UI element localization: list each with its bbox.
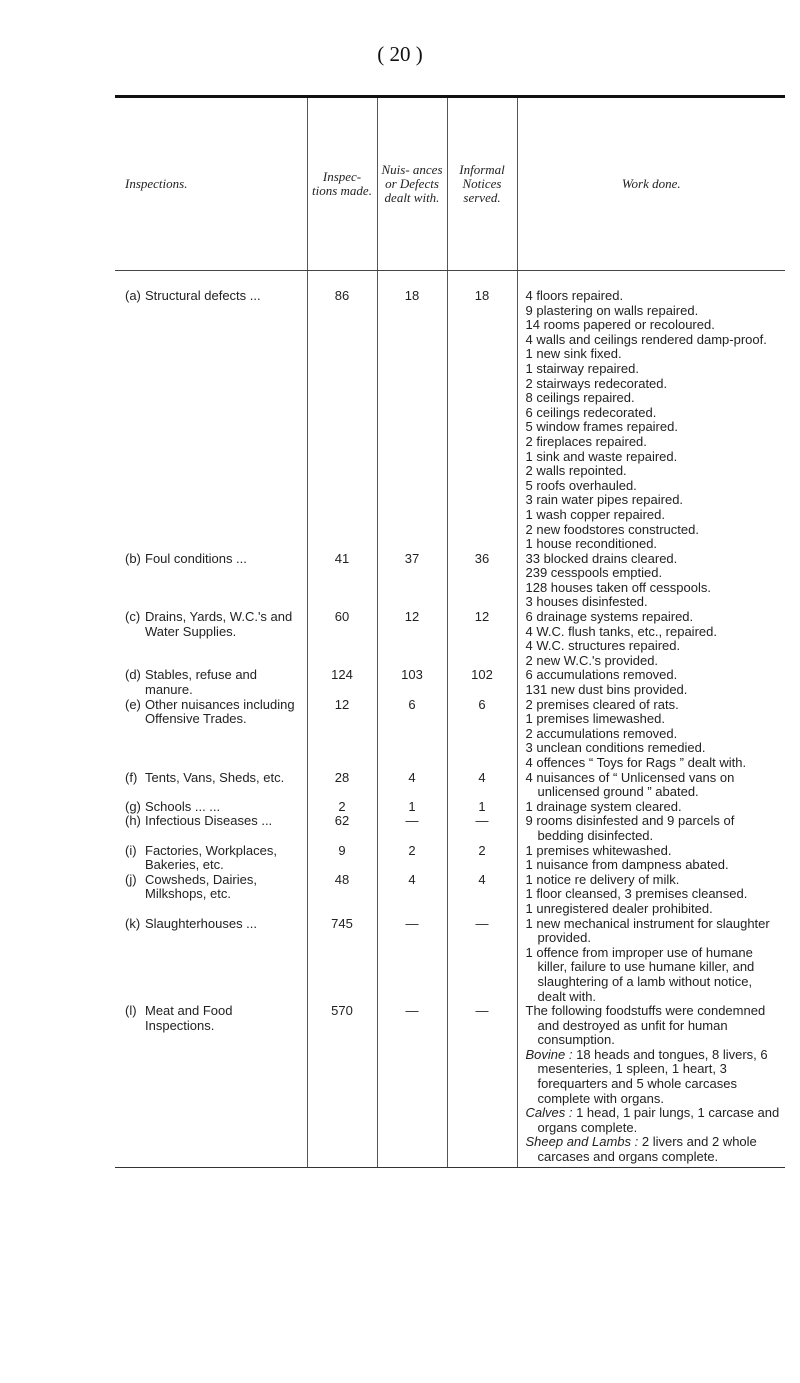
notices-cell: 6 [447,698,517,771]
category-name: Slaughterhouses ... [145,915,258,931]
category-letter: (l) [125,1003,137,1019]
work-done-cell [517,668,785,697]
inspections-made-cell: 41 [307,552,377,610]
work-done-cell [517,552,785,610]
work-item: 1 drainage system cleared. [525,798,682,814]
nuisances-cell: 103 [377,668,447,697]
work-item: 1 offence from improper use of humane killer, failure to use humane killer, and slaughtering of a lamb without notice, dealt with. [525,944,755,1004]
category-name: Factories, Workplaces, Bakeries, etc. [145,842,277,873]
inspections-made-cell: 60 [307,610,377,668]
inspections-made-cell: 86 [307,271,377,552]
work-item: 2 stairways redecorated. [525,375,668,391]
category-cell [115,771,307,800]
work-item-text: 18 heads and tongues, 8 livers, 6 mesenteries, 1 spleen, 1 heart, 3 forequarters and 5 whole carcases complete with organs. [537,1046,768,1106]
table-row [115,271,785,552]
category-cell [115,917,307,1005]
category-name: Meat and Food Inspections. [145,1003,233,1033]
notices-cell: 18 [447,271,517,552]
inspections-made-cell: 745 [307,917,377,1005]
category-letter: (k) [125,915,141,931]
table-row [115,844,785,873]
work-item: 2 premises cleared of rats. [525,696,679,712]
category-cell [115,668,307,697]
work-item: 14 rooms papered or recoloured. [525,317,715,333]
category-cell [115,552,307,610]
category-letter: (e) [125,696,141,712]
category-letter: (g) [125,798,141,814]
work-done-cell [517,800,785,815]
nuisances-cell: 12 [377,610,447,668]
table-row [115,917,785,1005]
work-item-label: Bovine : [525,1046,573,1062]
work-item [526,1048,782,1106]
header-informal-notices: Informal Notices served. [447,97,517,271]
category-name: Schools ... ... [145,798,221,814]
work-item: 128 houses taken off cesspools. [525,579,711,595]
work-item: 6 ceilings redecorated. [525,404,657,420]
work-item: 8 ceilings repaired. [525,390,635,406]
category-letter: (i) [125,842,137,858]
inspections-made-cell: 48 [307,873,377,917]
category-letter: (f) [125,769,138,785]
work-item: 1 new mechanical instrument for slaughter provided. [525,915,770,946]
notices-cell: 4 [447,771,517,800]
inspections-made-cell: 9 [307,844,377,873]
work-done-cell [517,610,785,668]
category-letter: (a) [125,288,141,303]
work-item: 4 W.C. structures repaired. [525,638,681,654]
nuisances-cell: — [377,1004,447,1167]
work-item-text: 1 head, 1 pair lungs, 1 carcase and organs complete. [537,1105,780,1135]
nuisances-cell: 2 [377,844,447,873]
work-item: 6 accumulations removed. [525,667,678,683]
category-name: Cowsheds, Dairies, Milkshops, etc. [145,871,257,902]
work-done-cell [517,814,785,843]
nuisances-cell: 4 [377,873,447,917]
category-cell [115,698,307,771]
header-nuisances: Nuis- ances or Defects dealt with. [377,97,447,271]
table-header-row [115,97,785,271]
work-item: 1 unregistered dealer prohibited. [525,900,713,916]
category-cell [115,814,307,843]
work-item: 4 offences “ Toys for Rags ” dealt with. [525,755,747,770]
category-name: Structural defects ... [145,288,261,303]
category-cell [115,844,307,873]
work-item: 2 new W.C.'s provided. [525,652,659,668]
nuisances-cell: — [377,814,447,843]
category-name: Foul conditions ... [145,550,247,566]
work-item: 1 house reconditioned. [525,536,658,552]
category-cell [115,800,307,815]
work-item: 239 cesspools emptied. [525,565,663,581]
inspections-made-cell: 28 [307,771,377,800]
work-item: 4 floors repaired. [525,288,624,303]
category-cell [115,873,307,917]
work-item: 9 rooms disinfested and 9 parcels of bedding disinfected. [525,813,735,843]
table-row [115,698,785,771]
work-item: 2 fireplaces repaired. [525,433,647,449]
work-item: 5 window frames repaired. [525,419,678,435]
table-row [115,771,785,800]
work-done-cell [517,698,785,771]
notices-cell: 102 [447,668,517,697]
category-cell [115,610,307,668]
work-done-cell [517,844,785,873]
work-done-cell [517,771,785,800]
work-item: 4 nuisances of “ Unlicensed vans on unlicensed ground ” abated. [525,769,735,800]
work-item-label: Calves : [525,1105,573,1121]
inspections-table [115,95,785,1168]
work-item: 3 unclean conditions remedied. [525,740,706,756]
work-item: 1 premises whitewashed. [525,842,672,858]
work-item-label: Sheep and Lambs : [525,1134,639,1150]
notices-cell: 2 [447,844,517,873]
category-letter: (d) [125,667,141,683]
notices-cell: 12 [447,610,517,668]
inspections-made-cell: 62 [307,814,377,843]
work-item: 9 plastering on walls repaired. [525,302,699,318]
work-item: 2 accumulations removed. [525,725,678,741]
work-item: The following foodstuffs were condemned and destroyed as unfit for human consumption. [525,1003,766,1048]
work-item: 3 rain water pipes repaired. [525,492,684,508]
notices-cell: 4 [447,873,517,917]
work-item: 6 drainage systems repaired. [525,609,694,625]
table-row [115,873,785,917]
category-name: Stables, refuse and manure. [145,667,258,698]
work-item: 3 houses disinfested. [525,594,648,610]
work-item: 1 stairway repaired. [525,360,639,376]
work-item [526,1135,782,1164]
inspections-made-cell: 570 [307,1004,377,1167]
work-item: 131 new dust bins provided. [525,682,688,698]
nuisances-cell: 4 [377,771,447,800]
nuisances-cell: 1 [377,800,447,815]
category-name: Infectious Diseases ... [145,813,273,829]
work-item: 1 floor cleansed, 3 premises cleansed. [525,886,748,902]
nuisances-cell: 6 [377,698,447,771]
notices-cell: — [447,917,517,1005]
work-item-text: 2 livers and 2 whole carcases and organs complete. [537,1134,757,1165]
category-letter: (j) [125,871,137,887]
inspections-made-cell: 124 [307,668,377,697]
table-row [115,552,785,610]
work-item [526,1106,782,1135]
category-name: Tents, Vans, Sheds, etc. [145,769,285,785]
work-item: 2 new foodstores constructed. [525,521,699,537]
header-work-done: Work done. [517,97,785,271]
work-item: 4 walls and ceilings rendered damp-proof. [525,331,767,347]
category-cell [115,271,307,552]
nuisances-cell: 18 [377,271,447,552]
work-done-cell [517,1004,785,1167]
category-letter: (b) [125,550,141,566]
table-body [115,271,785,1168]
work-item: 1 sink and waste repaired. [525,448,678,464]
work-item: 1 new sink fixed. [525,346,622,362]
work-item: 5 roofs overhauled. [525,477,637,493]
work-item: 33 blocked drains cleared. [525,550,678,566]
category-letter: (c) [125,609,141,625]
header-inspections-made: Inspec- tions made. [307,97,377,271]
notices-cell: — [447,814,517,843]
work-done-cell [517,873,785,917]
work-item: 2 walls repointed. [525,463,627,479]
category-name: Other nuisances including Offensive Trades. [145,696,295,727]
table-row [115,1004,785,1167]
nuisances-cell: 37 [377,552,447,610]
work-item: 1 notice re delivery of milk. [525,871,680,887]
category-name: Drains, Yards, W.C.'s and Water Supplies. [145,609,293,639]
header-inspections: Inspections. [115,97,307,271]
notices-cell: 36 [447,552,517,610]
table-row [115,800,785,815]
notices-cell: 1 [447,800,517,815]
table-row [115,668,785,697]
inspections-made-cell: 2 [307,800,377,815]
category-cell [115,1004,307,1167]
table-row [115,814,785,843]
notices-cell: — [447,1004,517,1167]
work-item: 1 premises limewashed. [525,711,665,727]
inspections-made-cell: 12 [307,698,377,771]
table-row [115,610,785,668]
page-number: ( 20 ) [377,42,423,66]
work-done-cell [517,917,785,1005]
work-item: 1 nuisance from dampness abated. [525,857,729,873]
work-done-cell [517,271,785,552]
work-item: 4 W.C. flush tanks, etc., repaired. [525,623,717,639]
nuisances-cell: — [377,917,447,1005]
work-item: 1 wash copper repaired. [525,506,665,522]
category-letter: (h) [125,813,141,829]
